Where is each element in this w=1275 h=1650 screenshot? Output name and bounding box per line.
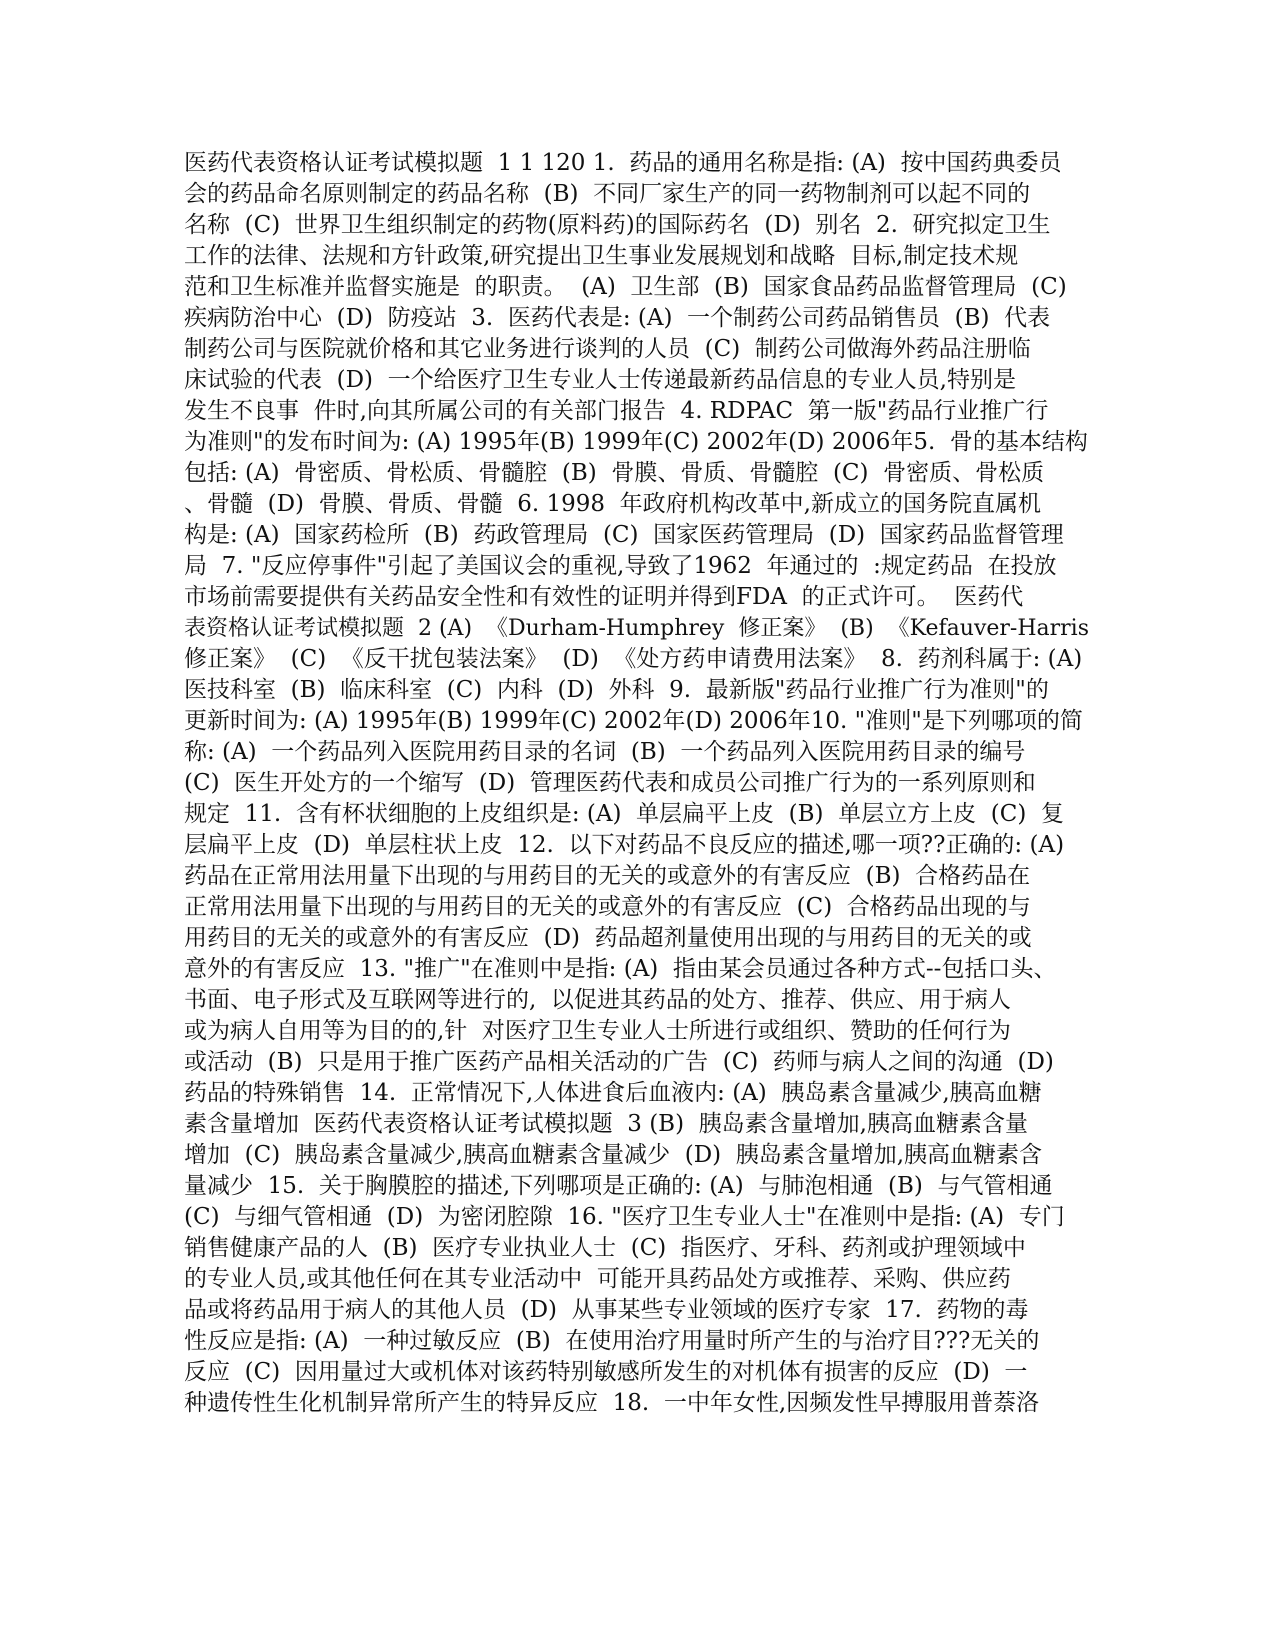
document-text-line: 名称 (C) 世界卫生组织制定的药物(原料药)的国际药名 (D) 别名 2. 研究拟定卫生 <box>184 212 1051 238</box>
document-text-line: 疾病防治中心 (D) 防疫站 3. 医药代表是: (A) 一个制药公司药品销售员 (B) 代表 <box>184 305 1051 331</box>
document-text-line: 医技科室 (B) 临床科室 (C) 内科 (D) 外科 9. 最新版"药品行业推广行为准则"的 <box>184 677 1049 703</box>
document-text-line: 更新时间为: (A) 1995年(B) 1999年(C) 2002年(D) 2006年10. "准则"是下列哪项的简 <box>184 708 1083 734</box>
document-text-line: 发生不良事 件时,向其所属公司的有关部门报告 4. RDPAC 第一版"药品行业推广行 <box>184 398 1049 424</box>
document-text-line: 量减少 15. 关于胸膜腔的描述,下列哪项是正确的: (A) 与肺泡相通 (B) 与气管相通 <box>184 1173 1053 1199</box>
document-text-line: 表资格认证考试模拟题 2 (A) 《Durham-Humphrey 修正案》 (B) 《Kefauver-Harris <box>184 616 1089 641</box>
document-text-line: 意外的有害反应 13. "推广"在准则中是指: (A) 指由某会员通过各种方式--包括口头、 <box>184 956 1057 982</box>
document-text-line: 会的药品命名原则制定的药品名称 (B) 不同厂家生产的同一药物制剂可以起不同的 <box>184 181 1031 207</box>
document-text-line: (C) 与细气管相通 (D) 为密闭腔隙 16. "医疗卫生专业人士"在准则中是指: (A) 专门 <box>184 1204 1065 1230</box>
document-text-line: 为准则"的发布时间为: (A) 1995年(B) 1999年(C) 2002年(D) 2006年5. 骨的基本结构 <box>184 429 1088 455</box>
document-text-line: 种遗传性生化机制异常所产生的特异反应 18. 一中年女性,因频发性早搏服用普萘洛 <box>184 1390 1040 1416</box>
document-text-line: 包括: (A) 骨密质、骨松质、骨髓腔 (B) 骨膜、骨质、骨髓腔 (C) 骨密质、骨松质 <box>184 460 1045 486</box>
document-text-line: 医药代表资格认证考试模拟题 1 1 120 1. 药品的通用名称是指: (A) 按中国药典委员 <box>184 150 1062 176</box>
document-text-line: 局 7. "反应停事件"引起了美国议会的重视,导致了1962 年通过的 :规定药品 在投放 <box>184 553 1057 579</box>
document-text-line: 工作的法律、法规和方针政策,研究提出卫生事业发展规划和战略 目标,制定技术规 <box>184 243 1019 269</box>
document-text-line: 性反应是指: (A) 一种过敏反应 (B) 在使用治疗用量时所产生的与治疗目???无关的 <box>184 1328 1040 1354</box>
document-text-line: 书面、电子形式及互联网等进行的, 以促进其药品的处方、推荐、供应、用于病人 <box>184 987 1011 1013</box>
document-text-line: 范和卫生标准并监督实施是 的职责。 (A) 卫生部 (B) 国家食品药品监督管理局 (C) <box>184 274 1067 300</box>
document-text-line: 销售健康产品的人 (B) 医疗专业执业人士 (C) 指医疗、牙科、药剂或护理领域中 <box>184 1235 1026 1261</box>
document-text-line: 层扁平上皮 (D) 单层柱状上皮 12. 以下对药品不良反应的描述,哪一项??正确的: (A) <box>184 832 1065 858</box>
document-text-line: 或为病人自用等为目的的,针 对医疗卫生专业人士所进行或组织、赞助的任何行为 <box>184 1018 1011 1044</box>
document-text-line: 修正案》 (C) 《反干扰包装法案》 (D) 《处方药申请费用法案》 8. 药剂科属于: (A) <box>184 646 1083 672</box>
document-body <box>184 148 1104 1419</box>
document-text-line: 药品的特殊销售 14. 正常情况下,人体进食后血液内: (A) 胰岛素含量减少,胰高血糖 <box>184 1080 1042 1106</box>
document-text-line: 称: (A) 一个药品列入医院用药目录的名词 (B) 一个药品列入医院用药目录的编号 <box>184 739 1026 765</box>
document-text-line: 反应 (C) 因用量过大或机体对该药特别敏感所发生的对机体有损害的反应 (D) 一 <box>184 1359 1028 1385</box>
document-text-line: 构是: (A) 国家药检所 (B) 药政管理局 (C) 国家医药管理局 (D) 国家药品监督管理 <box>184 522 1064 548</box>
document-text-line: (C) 医生开处方的一个缩写 (D) 管理医药代表和成员公司推广行为的一系列原则和 <box>184 770 1036 796</box>
document-text-line: 床试验的代表 (D) 一个给医疗卫生专业人士传递最新药品信息的专业人员,特别是 <box>184 367 1016 393</box>
document-text-line: 增加 (C) 胰岛素含量减少,胰高血糖素含量减少 (D) 胰岛素含量增加,胰高血糖素含 <box>184 1142 1043 1168</box>
document-text-line: 素含量增加 医药代表资格认证考试模拟题 3 (B) 胰岛素含量增加,胰高血糖素含量 <box>184 1111 1028 1137</box>
document-text-line: 品或将药品用于病人的其他人员 (D) 从事某些专业领域的医疗专家 17. 药物的毒 <box>184 1297 1029 1323</box>
document-text-line: 或活动 (B) 只是用于推广医药产品相关活动的广告 (C) 药师与病人之间的沟通 (D) <box>184 1049 1054 1075</box>
document-text-line: 药品在正常用法用量下出现的与用药目的无关的或意外的有害反应 (B) 合格药品在 <box>184 863 1031 889</box>
document-text-line: 市场前需要提供有关药品安全性和有效性的证明并得到FDA 的正式许可。 医药代 <box>184 584 1024 610</box>
document-text-line: 正常用法用量下出现的与用药目的无关的或意外的有害反应 (C) 合格药品出现的与 <box>184 894 1031 920</box>
document-text-line: 的专业人员,或其他任何在其专业活动中 可能开具药品处方或推荐、采购、供应药 <box>184 1266 1011 1292</box>
document-text-line: 制药公司与医院就价格和其它业务进行谈判的人员 (C) 制药公司做海外药品注册临 <box>184 336 1031 362</box>
document-text-line: 、骨髓 (D) 骨膜、骨质、骨髓 6. 1998 年政府机构改革中,新成立的国务院直属机 <box>184 491 1041 517</box>
document-text-line: 规定 11. 含有杯状细胞的上皮组织是: (A) 单层扁平上皮 (B) 单层立方上皮 (C) 复 <box>184 801 1064 827</box>
document-text-line: 用药目的无关的或意外的有害反应 (D) 药品超剂量使用出现的与用药目的无关的或 <box>184 925 1032 951</box>
